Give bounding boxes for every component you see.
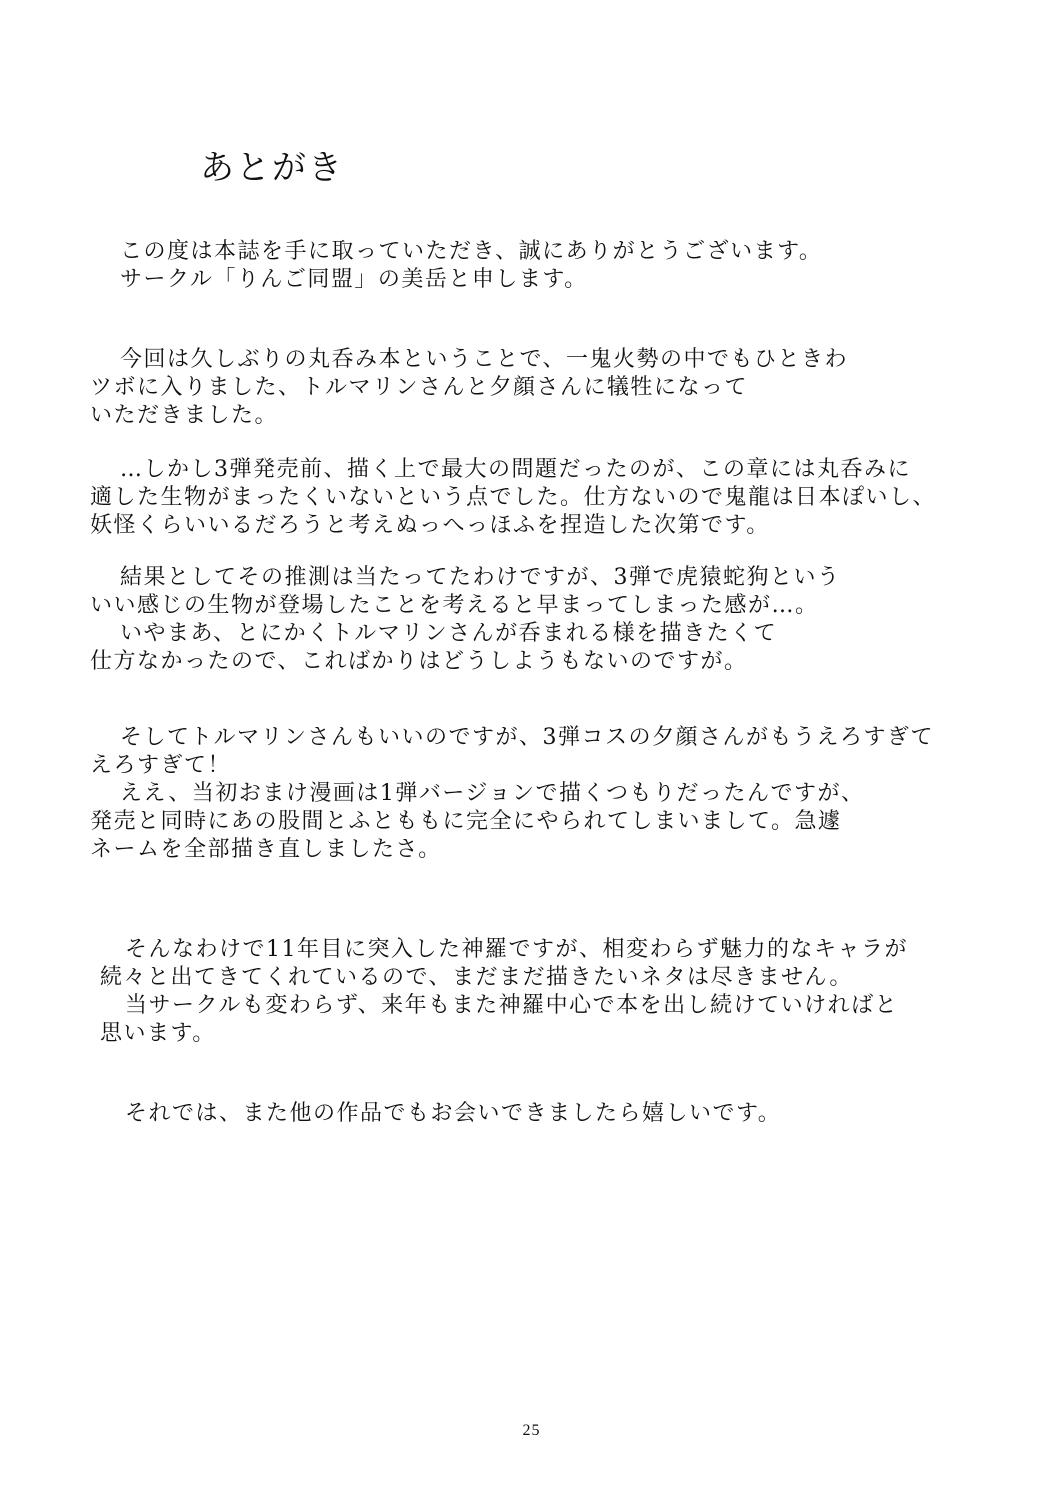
- page-title: あとがき: [200, 148, 344, 188]
- text-line: 仕方なかったので、こればかりはどうしようもないのですが。: [90, 649, 748, 674]
- text-line: 思います。: [100, 1021, 216, 1046]
- text-line: ええ、当初おまけ漫画は1弾バージョンで描くつもりだったんですが、: [120, 781, 865, 806]
- text-line: そしてトルマリンさんもいいのですが、3弾コスの夕顔さんがもうえろすぎて: [120, 725, 935, 750]
- text-line: 結果としてその推測は当たってたわけですが、3弾で虎猿蛇狗という: [120, 565, 841, 590]
- text-line: いい感じの生物が登場したことを考えると早まってしまった感が…。: [90, 593, 819, 618]
- text-line: ネームを全部描き直しましたさ。: [90, 837, 442, 862]
- text-line: 発売と同時にあの股間とふとももに完全にやられてしまいまして。急遽: [90, 809, 842, 834]
- text-line: 妖怪くらいいるだろうと考えぬっへっほふを捏造した次第です。: [90, 513, 770, 538]
- text-line: この度は本誌を手に取っていただき、誠にありがとうございます。: [120, 239, 823, 264]
- text-line: 続々と出てきてくれているので、まだまだ描きたいネタは尽きません。: [100, 965, 853, 990]
- text-line: 当サークルも変わらず、来年もまた神羅中心で本を出し続けていければと: [125, 993, 899, 1018]
- text-line: えろすぎて！: [90, 753, 232, 778]
- text-line: いやまあ、とにかくトルマリンさんが呑まれる様を描きたくて: [120, 621, 778, 646]
- page-number: 25: [522, 1422, 541, 1439]
- text-line: サークル「りんご同盟」の美岳と申します。: [120, 267, 588, 292]
- text-line: 適した生物がまったくいないという点でした。仕方ないので鬼龍は日本ぽいし、: [90, 485, 937, 510]
- text-line: ツボに入りました、トルマリンさんと夕顔さんに犠牲になって: [90, 375, 749, 400]
- text-line: …しかし3弾発売前、描く上で最大の問題だったのが、この章には丸呑みに: [120, 457, 911, 482]
- text-line: それでは、また他の作品でもお会いできましたら嬉しいです。: [125, 1101, 782, 1126]
- text-line: いただきました。: [90, 403, 279, 428]
- text-line: そんなわけで11年目に突入した神羅ですが、相変わらず魅力的なキャラが: [125, 937, 908, 962]
- text-line: 今回は久しぶりの丸呑み本ということで、一鬼火勢の中でもひときわ: [120, 347, 849, 372]
